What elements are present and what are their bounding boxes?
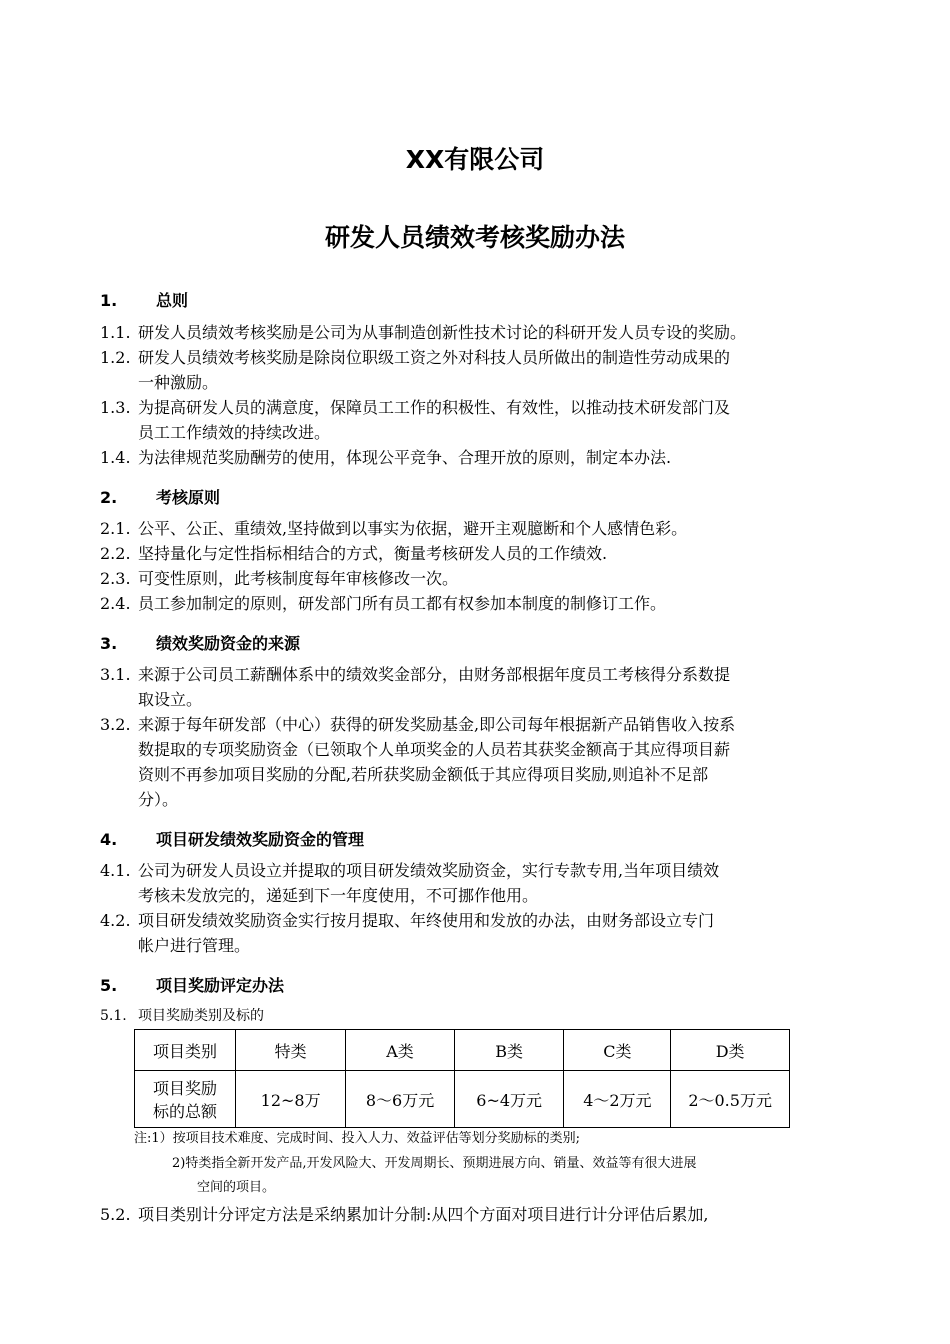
section-heading-5 bbox=[100, 973, 284, 996]
clause-4-1 bbox=[100, 858, 860, 908]
clause-number: 3.2. bbox=[100, 715, 131, 734]
clause-2-2 bbox=[100, 541, 860, 566]
document-title: 研发人员绩效考核奖励办法 bbox=[324, 223, 625, 252]
section-title: 总则 bbox=[156, 291, 189, 310]
row-label-line: 项目奖励 bbox=[153, 1079, 218, 1098]
section-number: 5. bbox=[100, 976, 118, 995]
section-heading-2 bbox=[100, 485, 220, 508]
clause-text: 研发人员绩效考核奖励是除岗位职级工资之外对科技人员所做出的制造性劳动成果的 bbox=[138, 348, 731, 367]
table-cell: 12~8万 bbox=[236, 1071, 346, 1128]
table-note-1: 注:1）按项目技术难度、完成时间、投入人力、效益评估等划分奖励标的类别; bbox=[134, 1131, 581, 1146]
table-header-cell: B类 bbox=[454, 1030, 564, 1071]
clause-text-continued: 分）。 bbox=[138, 790, 179, 809]
clause-5-2 bbox=[100, 1202, 860, 1227]
award-category-table bbox=[134, 1029, 790, 1128]
clause-number: 5.2. bbox=[100, 1205, 131, 1224]
clause-text: 为提高研发人员的满意度，保障员工工作的积极性、有效性，以推动技术研发部门及 bbox=[138, 398, 731, 417]
table-header-cell: C类 bbox=[564, 1030, 671, 1071]
clause-text-continued: 帐户进行管理。 bbox=[138, 936, 251, 955]
clause-text: 项目类别计分评定方法是采纳累加计分制:从四个方面对项目进行计分评估后累加, bbox=[138, 1205, 709, 1224]
table-row-label bbox=[135, 1071, 236, 1128]
table-header-cell: 项目类别 bbox=[135, 1030, 236, 1071]
clause-number: 1.2. bbox=[100, 348, 131, 367]
clause-text-continued: 考核未发放完的，递延到下一年度使用，不可挪作他用。 bbox=[138, 886, 539, 905]
clause-text-continued: 员工工作绩效的持续改进。 bbox=[138, 423, 331, 442]
clause-text: 项目研发绩效奖励资金实行按月提取、年终使用和发放的办法，由财务部设立专门 bbox=[138, 911, 715, 930]
clause-2-3 bbox=[100, 566, 860, 591]
clause-text: 项目奖励类别及标的 bbox=[138, 1008, 264, 1024]
table-header-row bbox=[135, 1030, 790, 1071]
section-title: 项目研发绩效奖励资金的管理 bbox=[156, 830, 365, 849]
clause-1-1 bbox=[100, 320, 860, 345]
clause-text-continued: 资则不再参加项目奖励的分配,若所获奖励金额低于其应得项目奖励,则追补不足部 bbox=[138, 765, 709, 784]
clause-text: 公平、公正、重绩效,坚持做到以事实为依据，避开主观臆断和个人感情色彩。 bbox=[138, 519, 688, 538]
clause-3-1 bbox=[100, 662, 860, 712]
section-title: 绩效奖励资金的来源 bbox=[156, 634, 301, 653]
clause-2-1 bbox=[100, 516, 860, 541]
clause-text: 坚持量化与定性指标相结合的方式，衡量考核研发人员的工作绩效. bbox=[138, 544, 608, 563]
clause-1-4 bbox=[100, 445, 860, 470]
company-title: XX有限公司 bbox=[405, 145, 545, 174]
clause-number: 3.1. bbox=[100, 665, 131, 684]
table-row bbox=[135, 1071, 790, 1128]
clause-number: 2.3. bbox=[100, 569, 131, 588]
clause-number: 1.4. bbox=[100, 448, 131, 467]
clause-1-3 bbox=[100, 395, 860, 445]
clause-text: 来源于公司员工薪酬体系中的绩效奖金部分，由财务部根据年度员工考核得分系数提 bbox=[138, 665, 731, 684]
table-header-cell: 特类 bbox=[236, 1030, 346, 1071]
table-header-cell: D类 bbox=[671, 1030, 790, 1071]
clause-number: 4.1. bbox=[100, 861, 131, 880]
section-number: 3. bbox=[100, 634, 118, 653]
clause-number: 1.1. bbox=[100, 323, 131, 342]
clause-text: 来源于每年研发部（中心）获得的研发奖励基金,即公司每年根据新产品销售收入按系 bbox=[138, 715, 736, 734]
clause-5-1 bbox=[100, 1005, 860, 1027]
clause-number: 4.2. bbox=[100, 911, 131, 930]
clause-text: 可变性原则，此考核制度每年审核修改一次。 bbox=[138, 569, 459, 588]
section-heading-1 bbox=[100, 288, 188, 311]
clause-text-continued: 一种激励。 bbox=[138, 373, 219, 392]
table-cell: 4～2万元 bbox=[564, 1071, 671, 1128]
clause-number: 5.1. bbox=[100, 1008, 127, 1024]
clause-number: 2.1. bbox=[100, 519, 131, 538]
section-heading-4 bbox=[100, 827, 364, 850]
section-number: 4. bbox=[100, 830, 118, 849]
clause-3-2 bbox=[100, 712, 860, 812]
table-note-2-continued: 空间的项目。 bbox=[197, 1180, 276, 1195]
clause-text-continued: 数提取的专项奖励资金（已领取个人单项奖金的人员若其获奖金额高于其应得项目薪 bbox=[138, 740, 731, 759]
section-heading-3 bbox=[100, 631, 300, 654]
clause-number: 2.4. bbox=[100, 594, 131, 613]
section-title: 项目奖励评定办法 bbox=[156, 976, 285, 995]
clause-number: 2.2. bbox=[100, 544, 131, 563]
clause-text: 研发人员绩效考核奖励是公司为从事制造创新性技术讨论的科研开发人员专设的奖励。 bbox=[138, 323, 747, 342]
clause-2-4 bbox=[100, 591, 860, 616]
section-number: 2. bbox=[100, 488, 118, 507]
clause-number: 1.3. bbox=[100, 398, 131, 417]
table-header-cell: A类 bbox=[346, 1030, 455, 1071]
row-label-line: 标的总额 bbox=[153, 1102, 218, 1121]
clause-text: 员工参加制定的原则，研发部门所有员工都有权参加本制度的制修订工作。 bbox=[138, 594, 667, 613]
clause-1-2 bbox=[100, 345, 860, 395]
clause-text-continued: 取设立。 bbox=[138, 690, 203, 709]
section-title: 考核原则 bbox=[156, 488, 221, 507]
table-cell: 6~4万元 bbox=[454, 1071, 564, 1128]
section-number: 1. bbox=[100, 291, 118, 310]
clause-text: 为法律规范奖励酬劳的使用，体现公平竞争、合理开放的原则，制定本办法. bbox=[138, 448, 672, 467]
clause-text: 公司为研发人员设立并提取的项目研发绩效奖励资金，实行专款专用,当年项目绩效 bbox=[138, 861, 720, 880]
clause-4-2 bbox=[100, 908, 860, 958]
table-cell: 8～6万元 bbox=[346, 1071, 455, 1128]
table-note-2: 2)特类指全新开发产品,开发风险大、开发周期长、预期进展方向、销量、效益等有很大进展 bbox=[172, 1156, 697, 1171]
table-cell: 2～0.5万元 bbox=[671, 1071, 790, 1128]
